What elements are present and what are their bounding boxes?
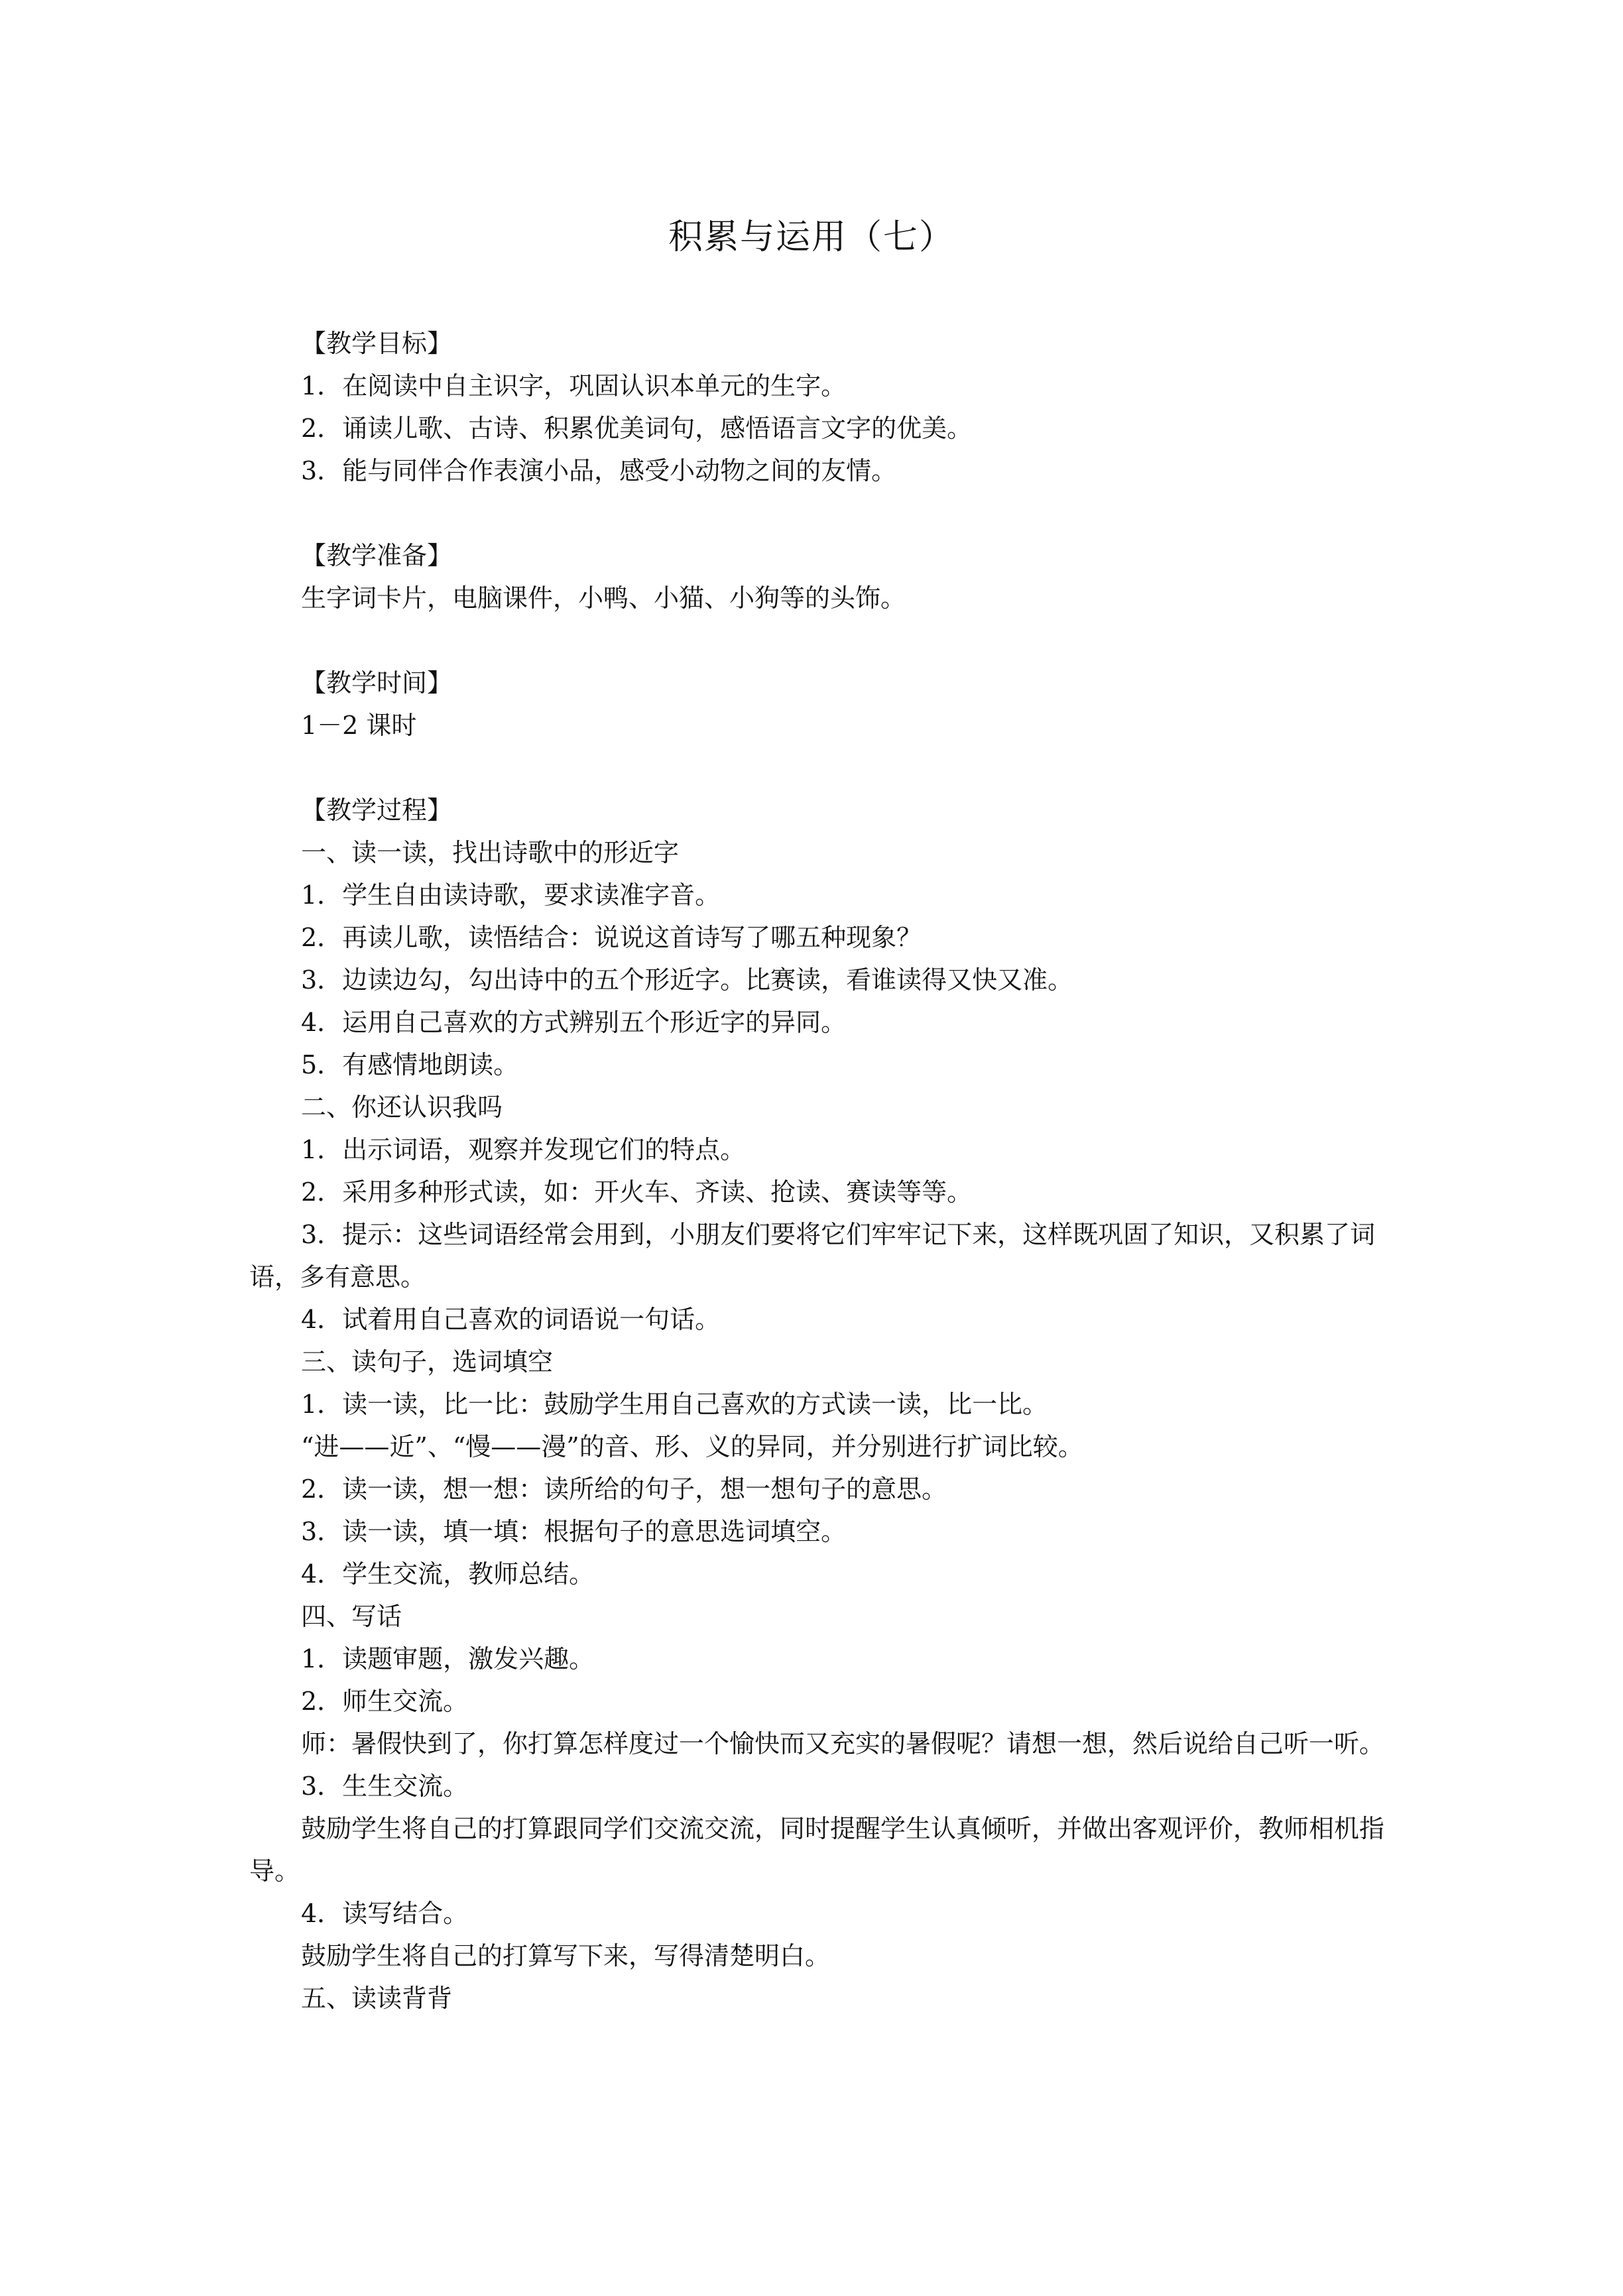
section-title: 五、读读背背: [301, 1984, 453, 2013]
process-item: 3．生生交流。: [301, 1772, 469, 1801]
process-item: 1．读一读，比一比：鼓励学生用自己喜欢的方式读一读，比一比。: [301, 1390, 1048, 1419]
process-item: 3．提示：这些词语经常会用到，小朋友们要将它们牢牢记下来，这样既巩固了知识，又积累了词语，多有意思。: [249, 1220, 1376, 1292]
process-item: 3．读一读，填一填：根据句子的意思选词填空。: [301, 1517, 847, 1546]
preparation-text: 生字词卡片，电脑课件，小鸭、小猫、小狗等的头饰。: [301, 583, 906, 613]
process-item: 3．边读边勾，勾出诗中的五个形近字。比赛读，看谁读得又快又准。: [301, 965, 1073, 995]
objective-item: 1．在阅读中自主识字，巩固认识本单元的生字。: [301, 371, 847, 400]
objective-item: 2．诵读儿歌、古诗、积累优美词句，感悟语言文字的优美。: [301, 414, 973, 443]
process-item: 4．读写结合。: [301, 1899, 469, 1928]
process-item: 4．运用自己喜欢的方式辨别五个形近字的异同。: [301, 1008, 847, 1037]
process-item: 5．有感情地朗读。: [301, 1050, 519, 1079]
process-heading: 【教学过程】: [301, 796, 453, 825]
section-title: 四、写话: [301, 1602, 402, 1631]
section-title: 一、读一读，找出诗歌中的形近字: [301, 838, 680, 867]
objective-item: 3．能与同伴合作表演小品，感受小动物之间的友情。: [301, 456, 897, 485]
process-item: 2．师生交流。: [301, 1687, 469, 1716]
process-item: 1．读题审题，激发兴趣。: [301, 1644, 595, 1673]
process-item: 1．出示词语，观察并发现它们的特点。: [301, 1135, 746, 1164]
process-item: 2．采用多种形式读，如：开火车、齐读、抢读、赛读等等。: [301, 1178, 973, 1207]
process-item: 1．学生自由读诗歌，要求读准字音。: [301, 880, 721, 910]
time-heading: 【教学时间】: [301, 668, 453, 697]
process-item: 2．再读儿歌，读悟结合：说说这首诗写了哪五种现象？: [301, 923, 922, 952]
process-item: 鼓励学生将自己的打算写下来，写得清楚明白。: [301, 1941, 831, 1970]
process-item: 4．学生交流，教师总结。: [301, 1559, 595, 1589]
preparation-heading: 【教学准备】: [301, 541, 453, 570]
process-item: 4．试着用自己喜欢的词语说一句话。: [301, 1305, 721, 1334]
objectives-heading: 【教学目标】: [301, 329, 453, 358]
process-item: “进——近”、“慢——漫”的音、形、义的异同，并分别进行扩词比较。: [301, 1432, 1083, 1461]
process-item: 鼓励学生将自己的打算跟同学们交流交流，同时提醒学生认真倾听，并做出客观评价，教师相机指导。: [249, 1814, 1385, 1886]
page-title: 积累与运用（七）: [668, 217, 955, 257]
document-body: [249, 322, 1403, 2020]
time-text: 1－2 课时: [301, 711, 417, 740]
process-item: 2．读一读，想一想：读所给的句子，想一想句子的意思。: [301, 1475, 947, 1504]
section-title: 二、你还认识我吗: [301, 1093, 503, 1122]
process-item: 师：暑假快到了，你打算怎样度过一个愉快而又充实的暑假呢？请想一想，然后说给自己听一听。: [301, 1729, 1385, 1758]
section-title: 三、读句子，选词填空: [301, 1347, 554, 1376]
